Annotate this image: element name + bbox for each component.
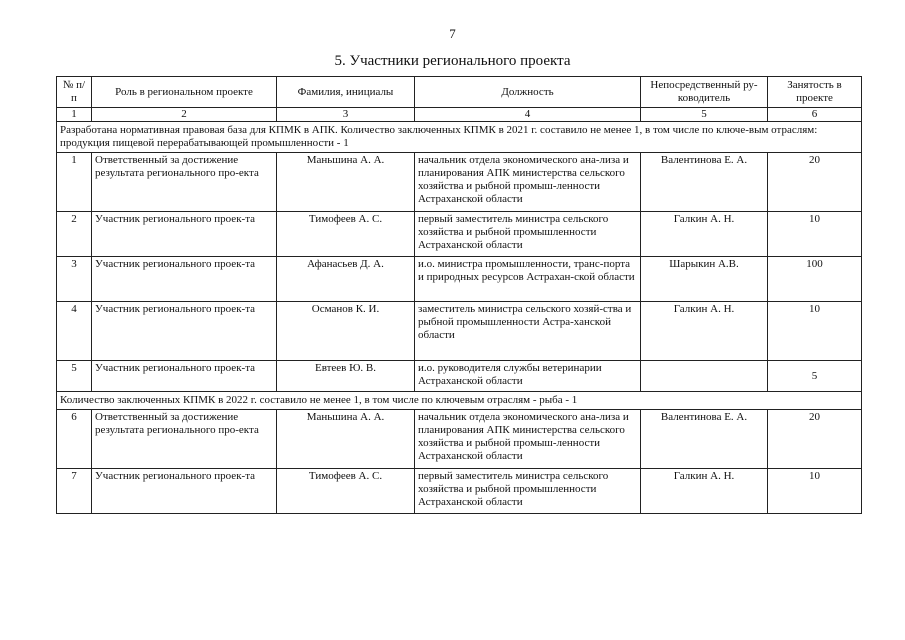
row-role: Участник регионального проек-та <box>92 212 277 257</box>
row-role: Участник регионального проек-та <box>92 361 277 392</box>
row-position: начальник отдела экономического ана-лиза и планирования АПК министерства сельского хозяйства и рыбной промыш-ленности Астраханской области <box>415 153 641 212</box>
table-row <box>57 257 862 302</box>
column-number: 6 <box>768 108 862 122</box>
table-row <box>57 212 862 257</box>
row-load: 20 <box>768 153 862 212</box>
header-position: Должность <box>415 77 641 108</box>
section-title: 5. Участники регионального проекта <box>334 53 571 69</box>
row-role: Участник регионального проек-та <box>92 257 277 302</box>
row-load: 10 <box>768 212 862 257</box>
row-load: 10 <box>768 302 862 361</box>
row-name: Тимофеев А. С. <box>277 212 415 257</box>
table-header-row <box>57 77 862 108</box>
row-position: первый заместитель министра сельского хозяйства и рыбной промышленности Астраханской области <box>415 469 641 514</box>
table-row <box>57 469 862 514</box>
row-num: 2 <box>57 212 92 257</box>
column-number: 1 <box>57 108 92 122</box>
row-role: Ответственный за достижение результата регионального про-екта <box>92 410 277 469</box>
row-supervisor: Валентинова Е. А. <box>641 153 768 212</box>
row-supervisor: Галкин А. Н. <box>641 302 768 361</box>
row-name: Евтеев Ю. В. <box>277 361 415 392</box>
row-position: начальник отдела экономического ана-лиза и планирования АПК министерства сельского хозяйства и рыбной промыш-ленности Астраханской области <box>415 410 641 469</box>
row-role: Участник регионального проек-та <box>92 302 277 361</box>
row-name: Тимофеев А. С. <box>277 469 415 514</box>
row-num: 1 <box>57 153 92 212</box>
row-position: заместитель министра сельского хозяй-ства и рыбной промышленности Астра-ханской области <box>415 302 641 361</box>
row-num: 3 <box>57 257 92 302</box>
row-name: Афанасьев Д. А. <box>277 257 415 302</box>
table-row <box>57 361 862 392</box>
participants-table <box>56 76 862 514</box>
row-name: Маньшина А. А. <box>277 410 415 469</box>
row-num: 7 <box>57 469 92 514</box>
row-load: 5 <box>768 361 862 392</box>
row-supervisor: Шарыкин А.В. <box>641 257 768 302</box>
row-name: Маньшина А. А. <box>277 153 415 212</box>
header-num: № п/п <box>57 77 92 108</box>
group-row <box>57 122 862 153</box>
header-name: Фамилия, инициалы <box>277 77 415 108</box>
header-supervisor: Непосредственный ру-ководитель <box>641 77 768 108</box>
row-num: 4 <box>57 302 92 361</box>
group-title: Разработана нормативная правовая база для КПМК в АПК. Количество заключенных КПМК в 2021 г. составило не менее 1, в том числе по ключе-вым отраслям: продукция пищевой перерабатывающей промышленности - 1 <box>57 122 862 153</box>
row-load: 10 <box>768 469 862 514</box>
row-name: Османов К. И. <box>277 302 415 361</box>
row-load: 20 <box>768 410 862 469</box>
row-num: 5 <box>57 361 92 392</box>
column-number: 4 <box>415 108 641 122</box>
row-role: Участник регионального проек-та <box>92 469 277 514</box>
column-number: 2 <box>92 108 277 122</box>
column-number-row <box>57 108 862 122</box>
group-row <box>57 392 862 410</box>
row-supervisor <box>641 361 768 392</box>
table-row <box>57 153 862 212</box>
table-row <box>57 410 862 469</box>
row-position: первый заместитель министра сельского хозяйства и рыбной промышленности Астраханской области <box>415 212 641 257</box>
table-row <box>57 302 862 361</box>
header-load: Занятость в проекте <box>768 77 862 108</box>
row-position: и.о. руководителя службы ветеринарии Астраханской области <box>415 361 641 392</box>
participants-table-wrapper <box>56 76 861 514</box>
row-role: Ответственный за достижение результата регионального про-екта <box>92 153 277 212</box>
row-load: 100 <box>768 257 862 302</box>
header-role: Роль в региональном проекте <box>92 77 277 108</box>
row-position: и.о. министра промышленности, транс-порта и природных ресурсов Астрахан-ской области <box>415 257 641 302</box>
group-title: Количество заключенных КПМК в 2022 г. составило не менее 1, в том числе по ключевым отраслям - рыба - 1 <box>57 392 862 410</box>
row-supervisor: Валентинова Е. А. <box>641 410 768 469</box>
column-number: 3 <box>277 108 415 122</box>
page-number: 7 <box>449 26 456 41</box>
row-supervisor: Галкин А. Н. <box>641 469 768 514</box>
row-supervisor: Галкин А. Н. <box>641 212 768 257</box>
row-num: 6 <box>57 410 92 469</box>
column-number: 5 <box>641 108 768 122</box>
